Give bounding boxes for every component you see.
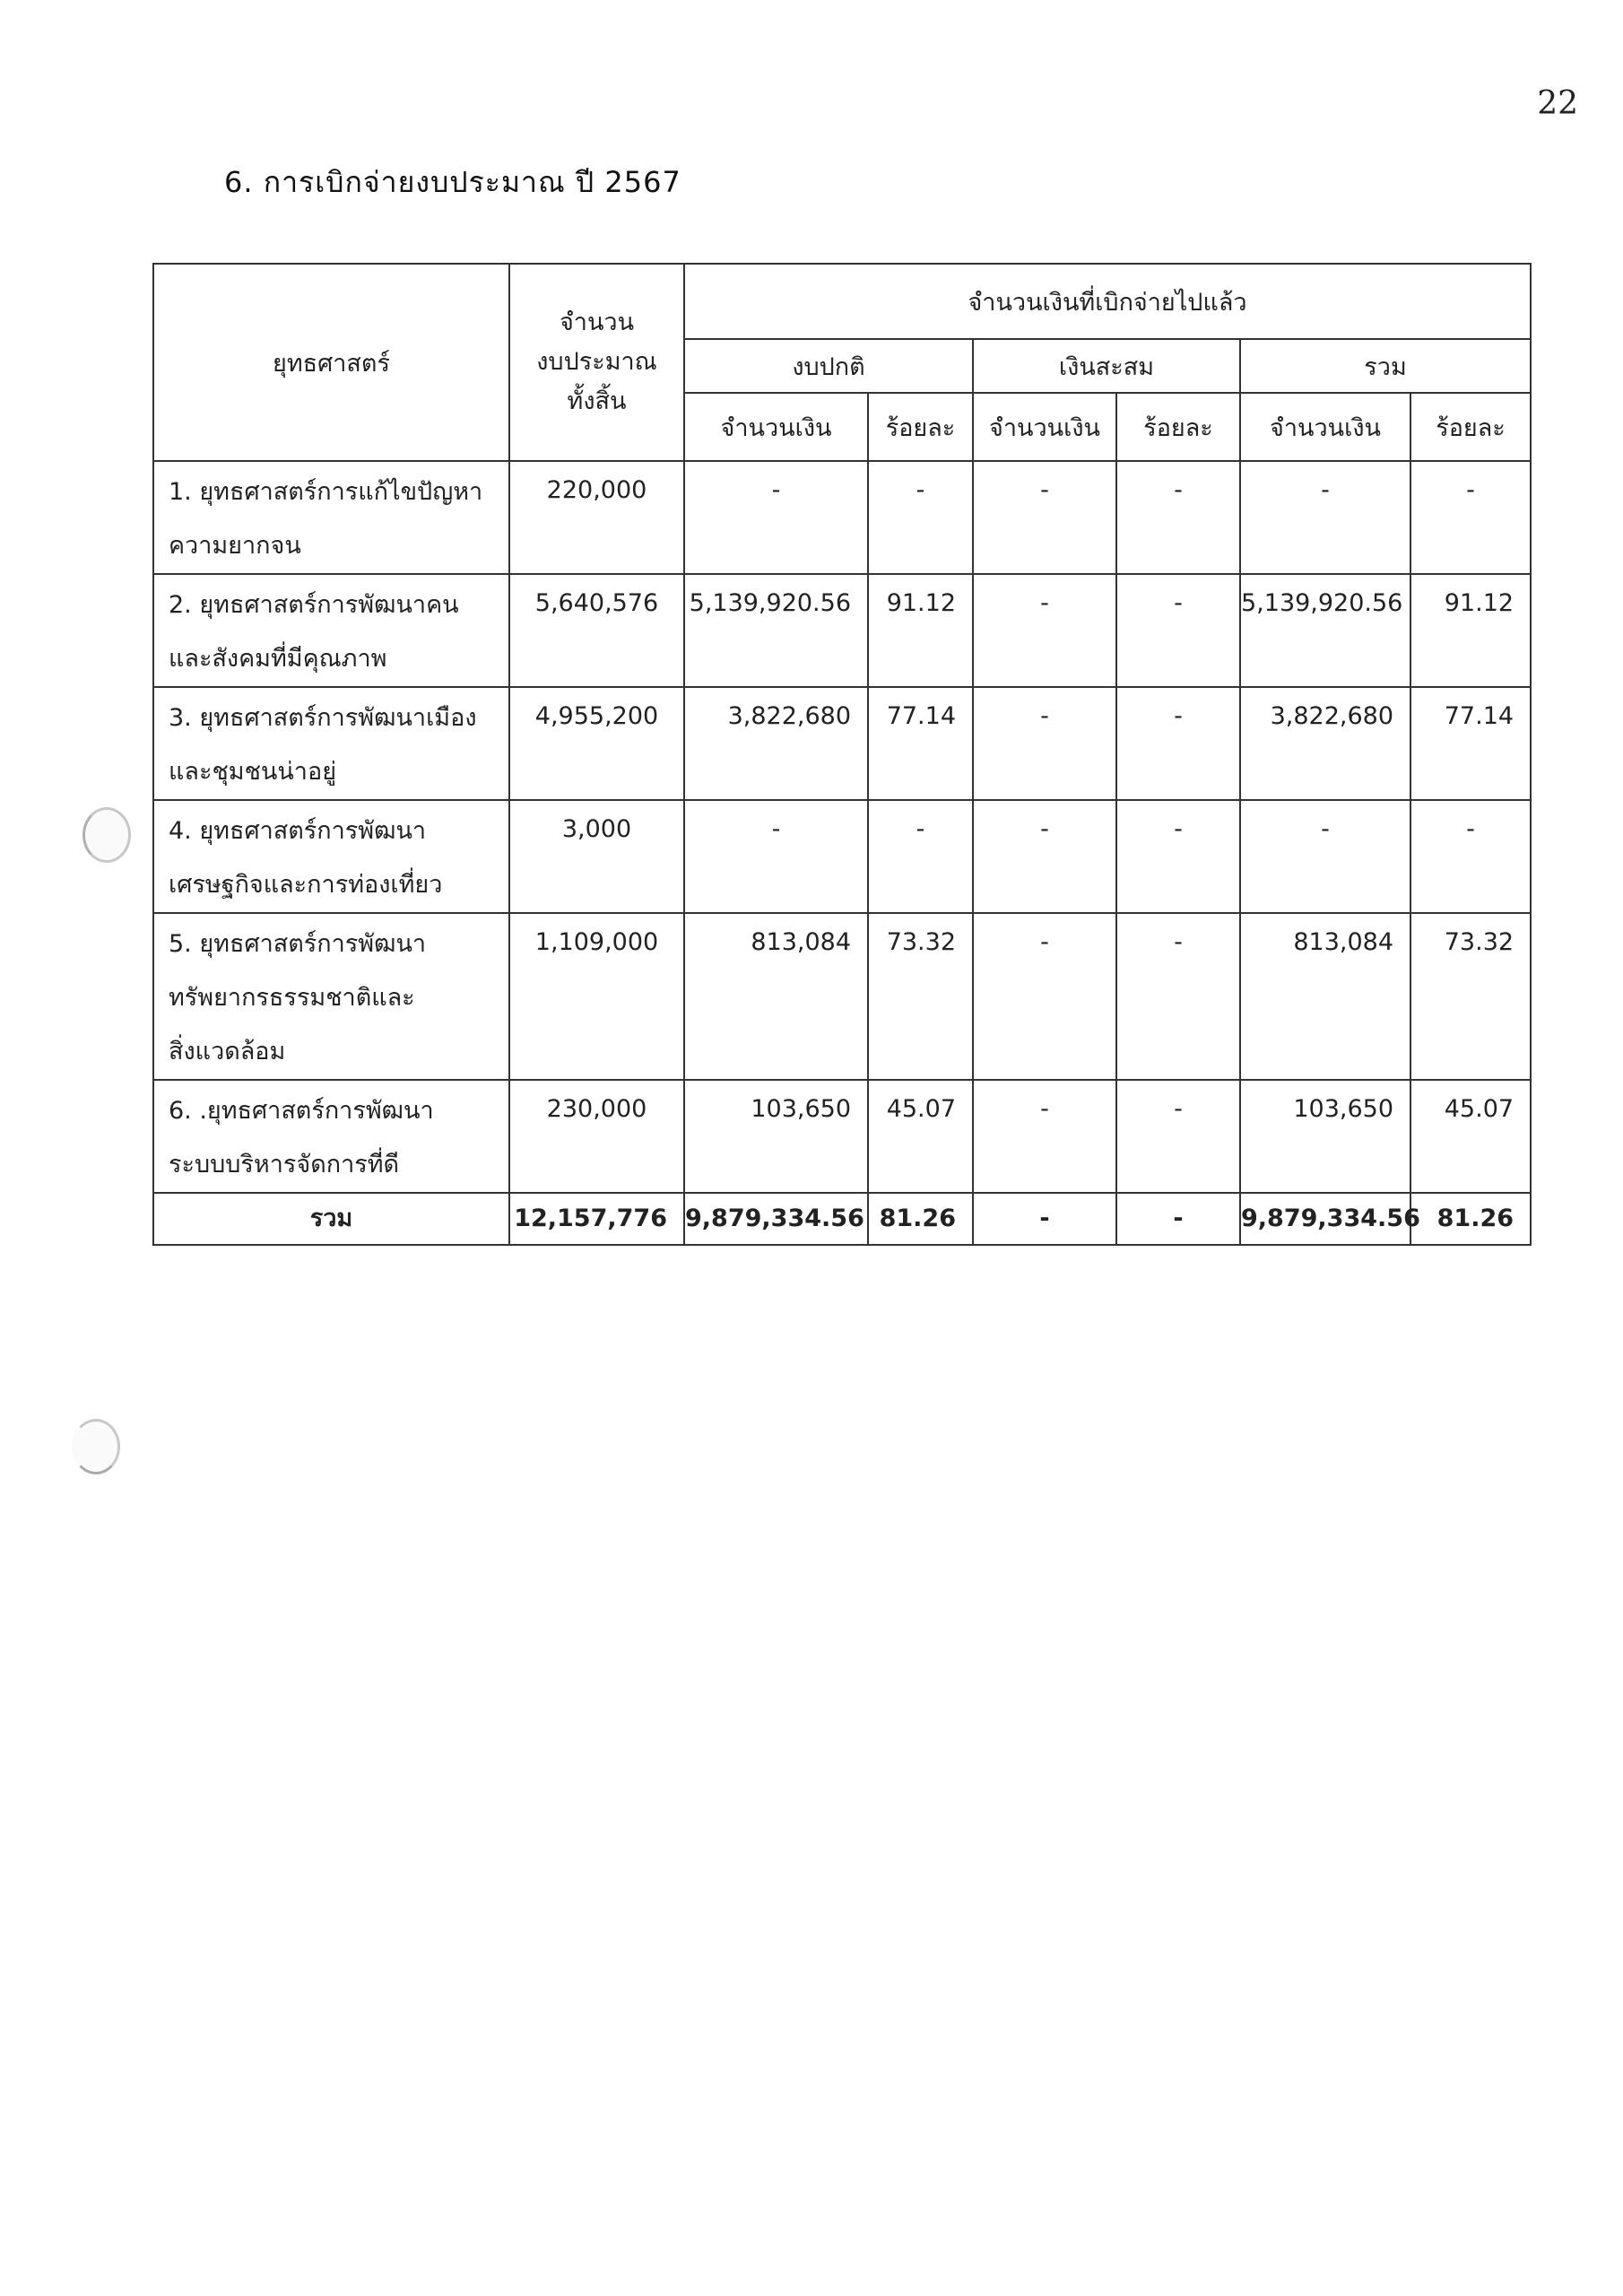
- total-budget-cell: 12,157,776: [509, 1193, 684, 1245]
- strategy-name: [153, 913, 509, 1080]
- header-strategy: ยุทธศาสตร์: [153, 264, 509, 461]
- total-percent-cell: 45.07: [1410, 1080, 1531, 1193]
- strategy-name-line: ความยากจน: [169, 532, 301, 560]
- accum-amount-cell: -: [973, 687, 1116, 800]
- header-budget-line: จำนวน: [559, 309, 635, 336]
- accum-percent-cell: -: [1116, 687, 1240, 800]
- table-row: [153, 800, 1531, 913]
- total-percent-cell: 81.26: [1410, 1193, 1531, 1245]
- accum-amount-cell: -: [973, 1193, 1116, 1245]
- accum-percent-cell: -: [1116, 1080, 1240, 1193]
- strategy-name: [153, 687, 509, 800]
- regular-amount-cell: 3,822,680: [684, 687, 868, 800]
- regular-amount-cell: -: [684, 800, 868, 913]
- header-total-percent: ร้อยละ: [1410, 393, 1531, 461]
- total-budget-cell: 4,955,200: [509, 687, 684, 800]
- total-percent-cell: 91.12: [1410, 574, 1531, 687]
- total-budget-cell: 220,000: [509, 461, 684, 574]
- strategy-name-line: ระบบบริหารจัดการที่ดี: [169, 1151, 400, 1178]
- strategy-name: [153, 1080, 509, 1193]
- total-amount-cell: 813,084: [1240, 913, 1410, 1080]
- strategy-name-line: และชุมชนน่าอยู่: [169, 758, 337, 786]
- regular-percent-cell: -: [868, 800, 973, 913]
- table-row: [153, 913, 1531, 1080]
- total-amount-cell: 103,650: [1240, 1080, 1410, 1193]
- header-budget-line: ทั้งสิ้น: [567, 387, 627, 415]
- accum-percent-cell: -: [1116, 913, 1240, 1080]
- accum-percent-cell: -: [1116, 1193, 1240, 1245]
- total-budget-cell: 3,000: [509, 800, 684, 913]
- regular-amount-cell: 5,139,920.56: [684, 574, 868, 687]
- regular-percent-cell: 45.07: [868, 1080, 973, 1193]
- table-header: [153, 264, 1531, 461]
- total-amount-cell: -: [1240, 800, 1410, 913]
- regular-amount-cell: 9,879,334.56: [684, 1193, 868, 1245]
- table-row: [153, 687, 1531, 800]
- accum-percent-cell: -: [1116, 800, 1240, 913]
- regular-percent-cell: 91.12: [868, 574, 973, 687]
- total-label: รวม: [153, 1193, 509, 1245]
- header-regular-percent: ร้อยละ: [868, 393, 973, 461]
- total-percent-cell: 77.14: [1410, 687, 1531, 800]
- total-percent-cell: 73.32: [1410, 913, 1531, 1080]
- header-disbursed-group: จำนวนเงินที่เบิกจ่ายไปแล้ว: [684, 264, 1531, 339]
- header-accumulated-funds: เงินสะสม: [973, 339, 1240, 393]
- table-row: [153, 461, 1531, 574]
- total-amount-cell: -: [1240, 461, 1410, 574]
- header-regular-amount: จำนวนเงิน: [684, 393, 868, 461]
- strategy-name: [153, 574, 509, 687]
- header-accum-amount: จำนวนเงิน: [973, 393, 1116, 461]
- total-amount-cell: 9,879,334.56: [1240, 1193, 1410, 1245]
- regular-amount-cell: 813,084: [684, 913, 868, 1080]
- accum-percent-cell: -: [1116, 574, 1240, 687]
- strategy-name: [153, 800, 509, 913]
- accum-amount-cell: -: [973, 461, 1116, 574]
- total-budget-cell: 5,640,576: [509, 574, 684, 687]
- total-percent-cell: -: [1410, 461, 1531, 574]
- accum-percent-cell: -: [1116, 461, 1240, 574]
- strategy-name: [153, 461, 509, 574]
- budget-disbursement-table-wrapper: [152, 263, 1532, 1246]
- strategy-name-line: เศรษฐกิจและการท่องเที่ยว: [169, 871, 443, 899]
- strategy-name-line: 4. ยุทธศาสตร์การพัฒนา: [169, 817, 427, 845]
- accum-amount-cell: -: [973, 1080, 1116, 1193]
- page-number: 22: [1537, 85, 1578, 122]
- strategy-name-line: 6. .ยุทธศาสตร์การพัฒนา: [169, 1097, 434, 1125]
- total-percent-cell: -: [1410, 800, 1531, 913]
- header-budget-line: งบประมาณ: [536, 348, 657, 376]
- strategy-name-line: 5. ยุทธศาสตร์การพัฒนา: [169, 930, 427, 958]
- regular-amount-cell: -: [684, 461, 868, 574]
- total-amount-cell: 5,139,920.56: [1240, 574, 1410, 687]
- hole-punch-mark: [82, 807, 131, 863]
- header-total-budget: [509, 264, 684, 461]
- strategy-name-line: ทรัพยากรธรรมชาติและ: [169, 984, 415, 1012]
- table-row: [153, 574, 1531, 687]
- total-budget-cell: 230,000: [509, 1080, 684, 1193]
- accum-amount-cell: -: [973, 913, 1116, 1080]
- total-budget-cell: 1,109,000: [509, 913, 684, 1080]
- total-amount-cell: 3,822,680: [1240, 687, 1410, 800]
- strategy-name-line: 1. ยุทธศาสตร์การแก้ไขปัญหา: [169, 478, 483, 506]
- table-row: [153, 1080, 1531, 1193]
- header-total-amount: จำนวนเงิน: [1240, 393, 1410, 461]
- regular-amount-cell: 103,650: [684, 1080, 868, 1193]
- budget-disbursement-table: [152, 263, 1532, 1246]
- regular-percent-cell: -: [868, 461, 973, 574]
- header-accum-percent: ร้อยละ: [1116, 393, 1240, 461]
- regular-percent-cell: 73.32: [868, 913, 973, 1080]
- regular-percent-cell: 77.14: [868, 687, 973, 800]
- accum-amount-cell: -: [973, 800, 1116, 913]
- strategy-name-line: 3. ยุทธศาสตร์การพัฒนาเมือง: [169, 704, 477, 732]
- strategy-name-line: สิ่งแวดล้อม: [169, 1038, 286, 1065]
- table-total-row: [153, 1193, 1531, 1245]
- header-regular-budget: งบปกติ: [684, 339, 973, 393]
- strategy-name-line: และสังคมที่มีคุณภาพ: [169, 645, 387, 673]
- strategy-name-line: 2. ยุทธศาสตร์การพัฒนาคน: [169, 591, 459, 619]
- table-body: [153, 461, 1531, 1245]
- section-title: 6. การเบิกจ่ายงบประมาณ ปี 2567: [224, 165, 681, 199]
- hole-punch-mark: [72, 1419, 120, 1474]
- header-total: รวม: [1240, 339, 1531, 393]
- regular-percent-cell: 81.26: [868, 1193, 973, 1245]
- accum-amount-cell: -: [973, 574, 1116, 687]
